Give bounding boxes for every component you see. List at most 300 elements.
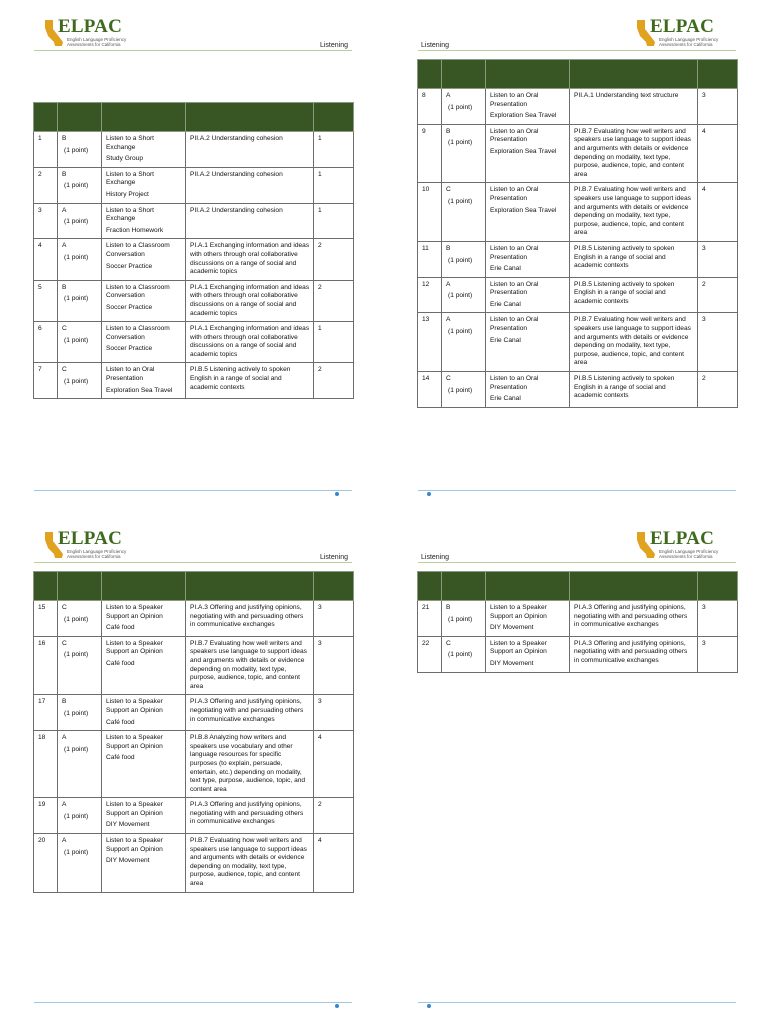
elpac-logo	[42, 528, 142, 564]
task-type: Listen to a Speaker Support an Opinion	[106, 604, 163, 620]
point-value: (1 point)	[448, 103, 473, 111]
dok-cell	[698, 241, 738, 277]
item-number-cell	[34, 695, 58, 731]
standard-cell	[186, 601, 314, 637]
answer-key-cell	[58, 601, 102, 637]
stimulus-title: DIY Movement	[490, 659, 534, 667]
answer-key: B	[446, 244, 451, 252]
dok-cell	[698, 277, 738, 313]
item-number: 22	[422, 639, 430, 647]
standard-cell	[186, 636, 314, 695]
table-row	[418, 636, 738, 672]
footer-divider	[418, 490, 736, 491]
task-type: Listen to a Short Exchange	[106, 170, 155, 187]
answer-key: B	[62, 135, 67, 142]
stimulus-title: Erie Canal	[490, 336, 521, 344]
footer-dot	[427, 492, 431, 496]
stimulus-title: Study Group	[106, 155, 144, 163]
item-number-cell	[418, 313, 442, 372]
standard-text: PI.A.1 Exchanging information and ideas with others through oral collaborative discussions on a range of social and academic topics	[190, 325, 310, 358]
header-cell	[486, 572, 570, 601]
dok-cell	[314, 731, 354, 798]
section-label: Listening	[421, 42, 450, 49]
task-type-cell	[102, 834, 186, 893]
standard-text: PII.A.2 Understanding cohesion	[190, 206, 283, 214]
answer-key: A	[62, 206, 67, 214]
point-value: (1 point)	[64, 146, 89, 154]
answer-key-cell	[58, 363, 102, 399]
table-row	[34, 363, 354, 399]
item-number: 8	[422, 92, 426, 99]
task-type-cell	[486, 601, 570, 637]
header-cell	[442, 572, 486, 601]
header-cell	[314, 103, 354, 132]
header-cell	[186, 572, 314, 601]
header-cell	[698, 60, 738, 89]
task-type-cell	[102, 322, 186, 363]
stimulus-title: Fraction Homework	[106, 226, 164, 234]
standard-text: PI.B.5 Listening actively to spoken English in a range of social and academic contexts	[574, 375, 675, 400]
item-number-cell	[34, 731, 58, 798]
header-divider	[418, 562, 736, 563]
item-number-cell	[34, 601, 58, 637]
standard-cell	[186, 203, 314, 239]
item-number-cell	[34, 280, 58, 321]
point-value: (1 point)	[64, 651, 89, 659]
table-row	[34, 601, 354, 637]
task-type: Listen to a Classroom Conversation	[106, 283, 170, 300]
point-value: (1 point)	[64, 745, 89, 753]
point-value: (1 point)	[448, 651, 473, 659]
section-label: Listening	[319, 42, 348, 49]
dok-cell	[698, 124, 738, 183]
standard-cell	[186, 695, 314, 731]
point-value: (1 point)	[448, 328, 473, 336]
header-cell	[442, 60, 486, 89]
stimulus-title: Soccer Practice	[106, 345, 153, 353]
table-row	[34, 636, 354, 695]
document-page-1	[0, 0, 384, 512]
table-row	[34, 834, 354, 893]
answer-key: A	[446, 92, 451, 99]
task-type-cell	[102, 731, 186, 798]
item-number-cell	[418, 601, 442, 637]
header-cell	[58, 103, 102, 132]
logo-tagline: English Language Proficiency Assessments for California	[659, 549, 719, 559]
footer-dot	[335, 1004, 339, 1008]
standard-text: PI.A.3 Offering and justifying opinions, negotiating with and persuading others in communicative exchanges	[574, 639, 688, 664]
task-type-cell	[486, 89, 570, 125]
dok-level: 4	[318, 734, 322, 742]
elpac-logo	[42, 16, 142, 52]
item-number: 15	[38, 604, 46, 611]
table-row	[34, 280, 354, 321]
logo-text: ELPAC	[650, 528, 714, 549]
header-divider	[34, 562, 352, 563]
stimulus-title: Erie Canal	[490, 395, 521, 403]
task-type: Listen to a Classroom Conversation	[106, 242, 170, 258]
answer-key-cell	[442, 241, 486, 277]
header-cell	[102, 103, 186, 132]
task-type: Listen to a Speaker Support an Opinion	[490, 639, 547, 656]
item-number: 20	[38, 837, 46, 845]
task-type: Listen to an Oral Presentation	[490, 92, 539, 108]
header-cell	[34, 103, 58, 132]
answer-key-cell	[58, 322, 102, 363]
logo-text: ELPAC	[650, 16, 714, 37]
point-value: (1 point)	[64, 378, 89, 386]
item-table	[417, 59, 738, 408]
dok-cell	[314, 636, 354, 695]
dok-cell	[314, 798, 354, 834]
answer-key-cell	[58, 731, 102, 798]
table-row	[418, 89, 738, 125]
item-number: 10	[422, 186, 430, 194]
table-row	[34, 695, 354, 731]
dok-cell	[698, 183, 738, 242]
document-page-2	[384, 0, 768, 512]
dok-cell	[314, 132, 354, 168]
dok-level: 3	[318, 639, 322, 647]
elpac-logo	[634, 16, 734, 52]
table-row	[34, 731, 354, 798]
dok-level: 3	[702, 639, 706, 647]
answer-key-cell	[442, 601, 486, 637]
stimulus-title: Café food	[106, 659, 135, 667]
item-number-cell	[418, 89, 442, 125]
document-page-4	[384, 512, 768, 1024]
answer-key: B	[62, 283, 67, 291]
item-number: 6	[38, 325, 42, 333]
standard-text: PI.B.5 Listening actively to spoken English in a range of social and academic contexts	[190, 366, 291, 391]
answer-key: C	[62, 366, 67, 374]
standard-cell	[186, 280, 314, 321]
point-value: (1 point)	[64, 336, 89, 344]
table-header-row	[418, 60, 738, 89]
dok-level: 3	[702, 604, 706, 611]
stimulus-title: DIY Movement	[106, 857, 150, 865]
header-cell	[486, 60, 570, 89]
standard-text: PII.A.1 Understanding text structure	[574, 92, 679, 99]
dok-cell	[314, 695, 354, 731]
stimulus-title: Erie Canal	[490, 265, 521, 273]
table-row	[418, 183, 738, 242]
task-type-cell	[102, 132, 186, 168]
standard-cell	[186, 322, 314, 363]
stimulus-title: Erie Canal	[490, 300, 521, 308]
answer-key-cell	[58, 132, 102, 168]
footer-divider	[34, 490, 352, 491]
dok-level: 1	[318, 325, 322, 333]
standard-cell	[186, 834, 314, 893]
standard-text: PI.B.7 Evaluating how well writers and speakers use language to support ideas and arguments with details or evidence depending on modality, text type, purpose, audience, topic, and content area	[574, 316, 691, 367]
point-value: (1 point)	[64, 253, 89, 261]
header-cell	[34, 572, 58, 601]
item-number: 4	[38, 242, 42, 250]
table-row	[418, 601, 738, 637]
answer-key: A	[62, 837, 67, 845]
standard-cell	[570, 241, 698, 277]
item-number: 5	[38, 283, 42, 291]
dok-level: 2	[318, 283, 322, 291]
item-number: 19	[38, 801, 46, 809]
task-type-cell	[102, 601, 186, 637]
standard-cell	[186, 363, 314, 399]
dok-level: 1	[318, 170, 322, 178]
standard-text: PII.A.2 Understanding cohesion	[190, 170, 283, 178]
standard-cell	[570, 277, 698, 313]
task-type-cell	[102, 798, 186, 834]
answer-key: B	[62, 698, 67, 706]
dok-level: 2	[318, 242, 322, 250]
item-number-cell	[34, 132, 58, 168]
dok-level: 2	[318, 366, 322, 374]
standard-text: PI.A.3 Offering and justifying opinions, negotiating with and persuading others in communicative exchanges	[574, 604, 688, 629]
answer-key-cell	[58, 834, 102, 893]
item-number: 2	[38, 170, 42, 178]
footer-dot	[427, 1004, 431, 1008]
item-number-cell	[418, 636, 442, 672]
table-header-row	[418, 572, 738, 601]
table-row	[34, 132, 354, 168]
point-value: (1 point)	[64, 709, 89, 717]
answer-key: A	[446, 316, 451, 324]
table-row	[418, 241, 738, 277]
task-type: Listen to a Classroom Conversation	[106, 325, 170, 341]
task-type: Listen to an Oral Presentation	[490, 375, 539, 391]
answer-key: C	[446, 186, 451, 194]
answer-key-cell	[58, 280, 102, 321]
task-type: Listen to an Oral Presentation	[490, 280, 539, 297]
answer-key-cell	[442, 313, 486, 372]
stimulus-title: Café food	[106, 624, 135, 632]
task-type-cell	[486, 241, 570, 277]
task-type-cell	[486, 372, 570, 408]
task-type: Listen to a Speaker Support an Opinion	[106, 639, 163, 656]
answer-key: B	[446, 127, 451, 135]
header-cell	[698, 572, 738, 601]
task-type: Listen to an Oral Presentation	[106, 366, 155, 383]
dok-level: 4	[318, 837, 322, 845]
dok-level: 3	[702, 92, 706, 99]
point-value: (1 point)	[64, 615, 89, 623]
table-row	[34, 798, 354, 834]
logo-tagline: English Language Proficiency Assessments for California	[659, 37, 719, 47]
table-row	[418, 372, 738, 408]
task-type: Listen to a Speaker Support an Opinion	[106, 801, 163, 817]
task-type: Listen to an Oral Presentation	[490, 186, 539, 202]
stimulus-title: Café food	[106, 754, 135, 762]
answer-key-cell	[442, 636, 486, 672]
item-number: 13	[422, 316, 430, 324]
standard-cell	[186, 167, 314, 203]
item-number-cell	[418, 124, 442, 183]
item-number: 3	[38, 206, 42, 214]
standard-text: PI.B.5 Listening actively to spoken English in a range of social and academic contexts	[574, 280, 675, 305]
stimulus-title: History Project	[106, 190, 149, 198]
header-cell	[58, 572, 102, 601]
item-number-cell	[34, 363, 58, 399]
dok-cell	[698, 372, 738, 408]
answer-key: B	[446, 604, 451, 611]
stimulus-title: Café food	[106, 718, 135, 726]
item-table	[33, 571, 354, 893]
logo-text: ELPAC	[58, 528, 122, 549]
item-table	[33, 102, 354, 399]
answer-key-cell	[442, 183, 486, 242]
task-type-cell	[486, 183, 570, 242]
point-value: (1 point)	[64, 295, 89, 303]
header-cell	[418, 572, 442, 601]
dok-cell	[698, 636, 738, 672]
point-value: (1 point)	[448, 292, 473, 300]
stimulus-title: Exploration Sea Travel	[490, 206, 557, 214]
standard-cell	[186, 239, 314, 280]
standard-cell	[570, 183, 698, 242]
item-number: 18	[38, 734, 46, 742]
header-cell	[102, 572, 186, 601]
dok-cell	[314, 203, 354, 239]
item-number-cell	[34, 167, 58, 203]
table-header-row	[34, 103, 354, 132]
logo-text: ELPAC	[58, 16, 122, 37]
task-type-cell	[486, 313, 570, 372]
item-number-cell	[34, 239, 58, 280]
item-number: 1	[38, 135, 42, 142]
point-value: (1 point)	[64, 848, 89, 856]
task-type-cell	[486, 277, 570, 313]
standard-cell	[570, 601, 698, 637]
header-divider	[34, 50, 352, 51]
point-value: (1 point)	[448, 139, 473, 147]
standard-cell	[570, 124, 698, 183]
task-type: Listen to a Speaker Support an Opinion	[106, 837, 163, 853]
answer-key-cell	[442, 124, 486, 183]
item-number: 11	[422, 244, 429, 252]
standard-cell	[570, 636, 698, 672]
task-type: Listen to a Speaker Support an Opinion	[106, 734, 163, 750]
elpac-logo	[634, 528, 734, 564]
item-number: 12	[422, 280, 430, 288]
dok-cell	[314, 601, 354, 637]
point-value: (1 point)	[448, 256, 473, 264]
item-number-cell	[418, 277, 442, 313]
answer-key: C	[62, 325, 67, 333]
dok-level: 2	[702, 375, 706, 383]
dok-level: 2	[702, 280, 706, 288]
table-row	[34, 203, 354, 239]
standard-text: PI.B.8 Analyzing how writers and speakers use vocabulary and other language resources for specific purposes (to explain, persuade, entertain, etc.) depending on modality, text type, purpose, audience, topic, and content area	[190, 734, 306, 793]
header-cell	[314, 572, 354, 601]
point-value: (1 point)	[448, 386, 473, 394]
task-type-cell	[486, 124, 570, 183]
standard-cell	[570, 372, 698, 408]
table-row	[34, 167, 354, 203]
task-type-cell	[102, 363, 186, 399]
dok-level: 4	[702, 127, 706, 135]
logo-tagline: English Language Proficiency Assessments for California	[67, 37, 127, 47]
item-number-cell	[34, 322, 58, 363]
dok-cell	[314, 239, 354, 280]
item-number-cell	[34, 203, 58, 239]
task-type-cell	[102, 167, 186, 203]
answer-key: A	[62, 242, 67, 250]
dok-cell	[314, 363, 354, 399]
item-number-cell	[418, 241, 442, 277]
standard-text: PI.B.7 Evaluating how well writers and speakers use language to support ideas and arguments with details or evidence depending on modality, text type, purpose, audience, topic, and content area	[574, 127, 691, 178]
stimulus-title: Soccer Practice	[106, 303, 153, 311]
standard-text: PI.B.7 Evaluating how well writers and speakers use language to support ideas and arguments with details or evidence depending on modality, text type, purpose, audience, topic, and content area	[574, 186, 691, 237]
header-cell	[186, 103, 314, 132]
stimulus-title: Exploration Sea Travel	[490, 112, 557, 120]
answer-key-cell	[58, 167, 102, 203]
stimulus-title: Exploration Sea Travel	[106, 386, 173, 394]
answer-key-cell	[58, 695, 102, 731]
item-number: 7	[38, 366, 42, 374]
task-type-cell	[102, 239, 186, 280]
answer-key: A	[446, 280, 451, 288]
stimulus-title: DIY Movement	[490, 624, 534, 632]
answer-key: C	[446, 375, 451, 383]
table-row	[34, 322, 354, 363]
task-type-cell	[102, 280, 186, 321]
standard-text: PI.B.7 Evaluating how well writers and speakers use language to support ideas and arguments with details or evidence depending on modality, text type, purpose, audience, topic, and content area	[190, 639, 307, 690]
dok-cell	[314, 322, 354, 363]
standard-text: PI.B.7 Evaluating how well writers and speakers use language to support ideas and arguments with details or evidence depending on modality, text type, purpose, audience, topic, and content area	[190, 837, 307, 888]
dok-level: 1	[318, 206, 322, 214]
task-type-cell	[486, 636, 570, 672]
answer-key: C	[446, 639, 451, 647]
answer-key: C	[62, 604, 67, 611]
answer-key-cell	[58, 239, 102, 280]
dok-level: 4	[702, 186, 706, 194]
standard-text: PI.B.5 Listening actively to spoken English in a range of social and academic contexts	[574, 244, 675, 270]
standard-text: PI.A.3 Offering and justifying opinions, negotiating with and persuading others in communicative exchanges	[190, 801, 304, 826]
dok-level: 2	[318, 801, 322, 809]
standard-cell	[186, 798, 314, 834]
answer-key: B	[62, 170, 67, 178]
standard-text: PI.A.3 Offering and justifying opinions, negotiating with and persuading others in communicative exchanges	[190, 698, 304, 723]
document-page-3	[0, 512, 384, 1024]
task-type-cell	[102, 695, 186, 731]
standard-text: PI.A.3 Offering and justifying opinions, negotiating with and persuading others in communicative exchanges	[190, 604, 304, 629]
standard-text: PI.A.1 Exchanging information and ideas with others through oral collaborative discussions on a range of social and academic topics	[190, 242, 310, 276]
item-number: 17	[38, 698, 46, 706]
standard-text: PI.A.1 Exchanging information and ideas with others through oral collaborative discussions on a range of social and academic topics	[190, 283, 310, 317]
item-number-cell	[34, 636, 58, 695]
task-type: Listen to a Short Exchange	[106, 206, 155, 223]
header-cell	[570, 572, 698, 601]
dok-level: 3	[702, 316, 706, 324]
dok-cell	[314, 280, 354, 321]
table-header-row	[34, 572, 354, 601]
item-number-cell	[34, 834, 58, 893]
stimulus-title: DIY Movement	[106, 821, 150, 829]
answer-key: C	[62, 639, 67, 647]
dok-level: 3	[318, 604, 322, 611]
answer-key-cell	[442, 277, 486, 313]
task-type: Listen to an Oral Presentation	[490, 127, 539, 144]
item-number-cell	[418, 372, 442, 408]
section-label: Listening	[421, 554, 450, 561]
task-type: Listen to an Oral Presentation	[490, 316, 539, 333]
dok-level: 1	[318, 135, 322, 142]
table-row	[418, 124, 738, 183]
standard-cell	[570, 89, 698, 125]
answer-key-cell	[442, 89, 486, 125]
header-cell	[418, 60, 442, 89]
footer-dot	[335, 492, 339, 496]
